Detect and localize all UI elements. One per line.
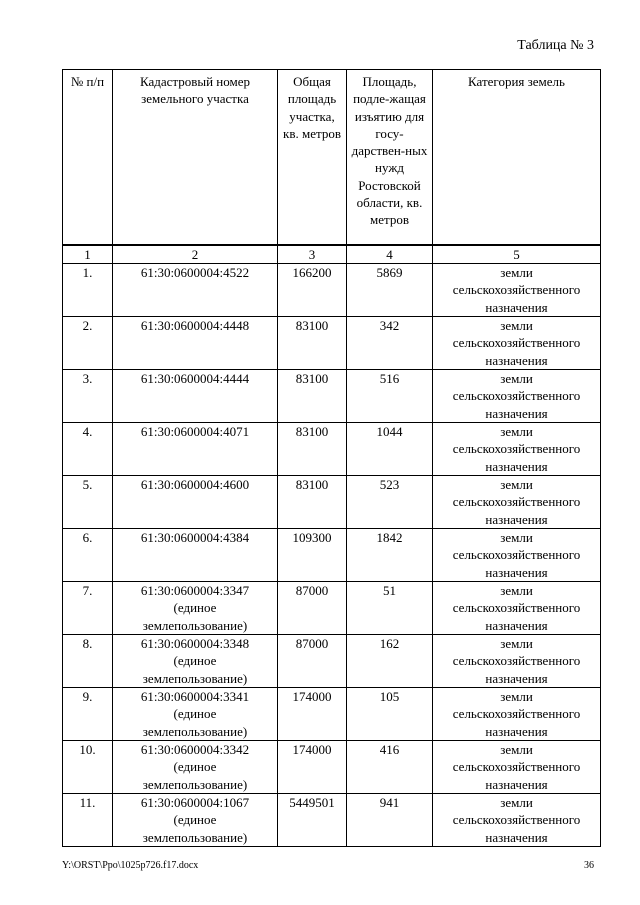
cadastral-number-cell-text: землепользование)	[142, 723, 248, 739]
row-number-cell	[63, 264, 113, 317]
seized-area-cell-text: 162	[379, 636, 400, 651]
cadastral-number-cell-text: 61:30:0600004:4444	[140, 371, 250, 386]
land-category-cell-text: земли	[500, 265, 533, 280]
land-category-cell-text: назначения	[485, 352, 548, 368]
total-area-cell	[278, 688, 347, 741]
seized-area-cell	[347, 688, 433, 741]
row-number-cell-text: 3.	[82, 371, 93, 386]
cadastral-number-cell-text: (единое	[173, 812, 217, 828]
seized-area-cell-text: 105	[379, 689, 400, 704]
column-numbers-row	[63, 245, 601, 264]
cadastral-number-cell-text: 61:30:0600004:3348	[140, 636, 250, 651]
total-area-cell	[278, 635, 347, 688]
cadastral-number-cell-text: 61:30:0600004:4384	[140, 530, 250, 545]
land-plots-table	[62, 69, 601, 847]
footer-page-number: 36	[584, 860, 594, 871]
land-category-cell-text: назначения	[485, 458, 548, 474]
seized-area-cell	[347, 635, 433, 688]
land-category-cell-text: назначения	[485, 670, 548, 686]
row-number-cell-text: 2.	[82, 318, 93, 333]
seized-area-cell-text: 5869	[376, 265, 403, 280]
row-number-cell	[63, 423, 113, 476]
land-category-cell	[433, 264, 601, 317]
header-seized-area: Площадь, подле-жащая изъятию для госу-дарствен-ных нужд Ростовской области, кв. метров	[347, 70, 433, 246]
row-number-cell-text: 4.	[82, 424, 93, 439]
cadastral-number-cell-text: землепользование)	[142, 670, 248, 686]
row-number-cell-text: 10.	[79, 742, 96, 757]
cadastral-number-cell-text: 61:30:0600004:4522	[140, 265, 250, 280]
header-num: № п/п	[63, 70, 113, 246]
seized-area-cell-text: 523	[379, 477, 400, 492]
column-number: 4	[347, 245, 433, 264]
seized-area-cell	[347, 264, 433, 317]
land-category-cell-text: сельскохозяйственного	[452, 282, 581, 298]
total-area-cell-text: 83100	[295, 477, 329, 492]
total-area-cell-text: 5449501	[289, 795, 335, 810]
cadastral-number-cell	[113, 529, 278, 582]
seized-area-cell-text: 1044	[376, 424, 403, 439]
table-row	[63, 264, 601, 317]
land-category-cell	[433, 582, 601, 635]
seized-area-cell-text: 941	[379, 795, 400, 810]
seized-area-cell	[347, 476, 433, 529]
header-category: Категория земель	[433, 70, 601, 246]
cadastral-number-cell-text: 61:30:0600004:1067	[140, 795, 250, 810]
total-area-cell-text: 174000	[292, 742, 332, 757]
cadastral-number-cell-text: (единое	[173, 706, 217, 722]
land-category-cell-text: сельскохозяйственного	[452, 335, 581, 351]
land-category-cell-text: земли	[500, 530, 533, 545]
land-category-cell-text: сельскохозяйственного	[452, 653, 581, 669]
table-row	[63, 688, 601, 741]
column-number: 1	[63, 245, 113, 264]
total-area-cell	[278, 741, 347, 794]
land-category-cell-text: сельскохозяйственного	[452, 388, 581, 404]
total-area-cell-text: 87000	[295, 583, 329, 598]
land-category-cell-text: сельскохозяйственного	[452, 600, 581, 616]
footer-file-path: Y:\ORST\Ppo\1025p726.f17.docx	[62, 860, 199, 871]
cadastral-number-cell-text: землепользование)	[142, 829, 248, 845]
land-category-cell-text: назначения	[485, 405, 548, 421]
table-row	[63, 635, 601, 688]
land-category-cell-text: сельскохозяйственного	[452, 706, 581, 722]
land-category-cell-text: сельскохозяйственного	[452, 812, 581, 828]
land-category-cell-text: сельскохозяйственного	[452, 441, 581, 457]
land-category-cell	[433, 423, 601, 476]
land-category-cell-text: назначения	[485, 564, 548, 580]
total-area-cell-text: 166200	[292, 265, 332, 280]
row-number-cell	[63, 370, 113, 423]
cadastral-number-cell-text: землепользование)	[142, 617, 248, 633]
cadastral-number-cell	[113, 476, 278, 529]
land-category-cell-text: земли	[500, 795, 533, 810]
table-row	[63, 582, 601, 635]
land-category-cell	[433, 794, 601, 847]
cadastral-number-cell-text: (единое	[173, 600, 217, 616]
total-area-cell-text: 174000	[292, 689, 332, 704]
table-row	[63, 794, 601, 847]
row-number-cell-text: 8.	[82, 636, 93, 651]
total-area-cell-text: 83100	[295, 371, 329, 386]
land-category-cell	[433, 635, 601, 688]
column-number: 2	[113, 245, 278, 264]
land-category-cell	[433, 688, 601, 741]
land-category-cell-text: назначения	[485, 723, 548, 739]
cadastral-number-cell-text: (единое	[173, 653, 217, 669]
row-number-cell-text: 5.	[82, 477, 93, 492]
row-number-cell	[63, 476, 113, 529]
total-area-cell	[278, 794, 347, 847]
header-cadastral: Кадастровый номер земельного участка	[113, 70, 278, 246]
land-category-cell-text: сельскохозяйственного	[452, 547, 581, 563]
total-area-cell-text: 109300	[292, 530, 332, 545]
seized-area-cell	[347, 741, 433, 794]
table-row	[63, 529, 601, 582]
land-category-cell-text: назначения	[485, 511, 548, 527]
table-row	[63, 423, 601, 476]
total-area-cell	[278, 529, 347, 582]
cadastral-number-cell-text: 61:30:0600004:3342	[140, 742, 250, 757]
cadastral-number-cell-text: 61:30:0600004:4071	[140, 424, 250, 439]
row-number-cell	[63, 794, 113, 847]
land-category-cell	[433, 476, 601, 529]
cadastral-number-cell-text: 61:30:0600004:3347	[140, 583, 250, 598]
land-category-cell	[433, 741, 601, 794]
land-category-cell-text: земли	[500, 636, 533, 651]
land-category-cell-text: земли	[500, 371, 533, 386]
table-row	[63, 370, 601, 423]
land-category-cell	[433, 370, 601, 423]
seized-area-cell	[347, 423, 433, 476]
cadastral-number-cell	[113, 688, 278, 741]
row-number-cell	[63, 688, 113, 741]
table-caption: Таблица № 3	[517, 38, 594, 53]
row-number-cell-text: 7.	[82, 583, 93, 598]
cadastral-number-cell	[113, 582, 278, 635]
cadastral-number-cell	[113, 423, 278, 476]
land-category-cell-text: земли	[500, 742, 533, 757]
cadastral-number-cell	[113, 635, 278, 688]
row-number-cell-text: 11.	[79, 795, 96, 810]
table-row	[63, 476, 601, 529]
total-area-cell	[278, 264, 347, 317]
land-category-cell-text: земли	[500, 318, 533, 333]
cadastral-number-cell	[113, 264, 278, 317]
row-number-cell-text: 1.	[82, 265, 93, 280]
land-category-cell-text: назначения	[485, 299, 548, 315]
total-area-cell	[278, 370, 347, 423]
land-category-cell-text: земли	[500, 424, 533, 439]
land-category-cell-text: земли	[500, 583, 533, 598]
seized-area-cell-text: 342	[379, 318, 400, 333]
total-area-cell-text: 83100	[295, 318, 329, 333]
row-number-cell	[63, 317, 113, 370]
row-number-cell-text: 9.	[82, 689, 93, 704]
land-category-cell	[433, 317, 601, 370]
total-area-cell	[278, 317, 347, 370]
column-number: 5	[433, 245, 601, 264]
land-category-cell	[433, 529, 601, 582]
row-number-cell	[63, 635, 113, 688]
seized-area-cell	[347, 794, 433, 847]
cadastral-number-cell	[113, 370, 278, 423]
cadastral-number-cell-text: 61:30:0600004:3341	[140, 689, 250, 704]
cadastral-number-cell	[113, 741, 278, 794]
seized-area-cell-text: 51	[383, 583, 396, 598]
column-number: 3	[278, 245, 347, 264]
land-category-cell-text: сельскохозяйственного	[452, 759, 581, 775]
total-area-cell-text: 87000	[295, 636, 329, 651]
land-category-cell-text: назначения	[485, 829, 548, 845]
row-number-cell	[63, 741, 113, 794]
cadastral-number-cell-text: 61:30:0600004:4448	[140, 318, 250, 333]
cadastral-number-cell	[113, 794, 278, 847]
table-row	[63, 741, 601, 794]
row-number-cell	[63, 582, 113, 635]
header-total-area: Общая площадь участка, кв. метров	[278, 70, 347, 246]
land-category-cell-text: сельскохозяйственного	[452, 494, 581, 510]
table-body	[63, 264, 601, 847]
cadastral-number-cell-text: 61:30:0600004:4600	[140, 477, 250, 492]
cadastral-number-cell	[113, 317, 278, 370]
seized-area-cell	[347, 529, 433, 582]
total-area-cell	[278, 476, 347, 529]
seized-area-cell-text: 416	[379, 742, 400, 757]
land-category-cell-text: земли	[500, 689, 533, 704]
cadastral-number-cell-text: (единое	[173, 759, 217, 775]
row-number-cell	[63, 529, 113, 582]
seized-area-cell-text: 516	[379, 371, 400, 386]
total-area-cell	[278, 423, 347, 476]
seized-area-cell	[347, 582, 433, 635]
total-area-cell-text: 83100	[295, 424, 329, 439]
land-category-cell-text: назначения	[485, 776, 548, 792]
land-category-cell-text: назначения	[485, 617, 548, 633]
row-number-cell-text: 6.	[82, 530, 93, 545]
seized-area-cell	[347, 370, 433, 423]
seized-area-cell	[347, 317, 433, 370]
seized-area-cell-text: 1842	[376, 530, 403, 545]
table-row	[63, 317, 601, 370]
land-category-cell-text: земли	[500, 477, 533, 492]
cadastral-number-cell-text: землепользование)	[142, 776, 248, 792]
total-area-cell	[278, 582, 347, 635]
header-row	[63, 70, 601, 246]
